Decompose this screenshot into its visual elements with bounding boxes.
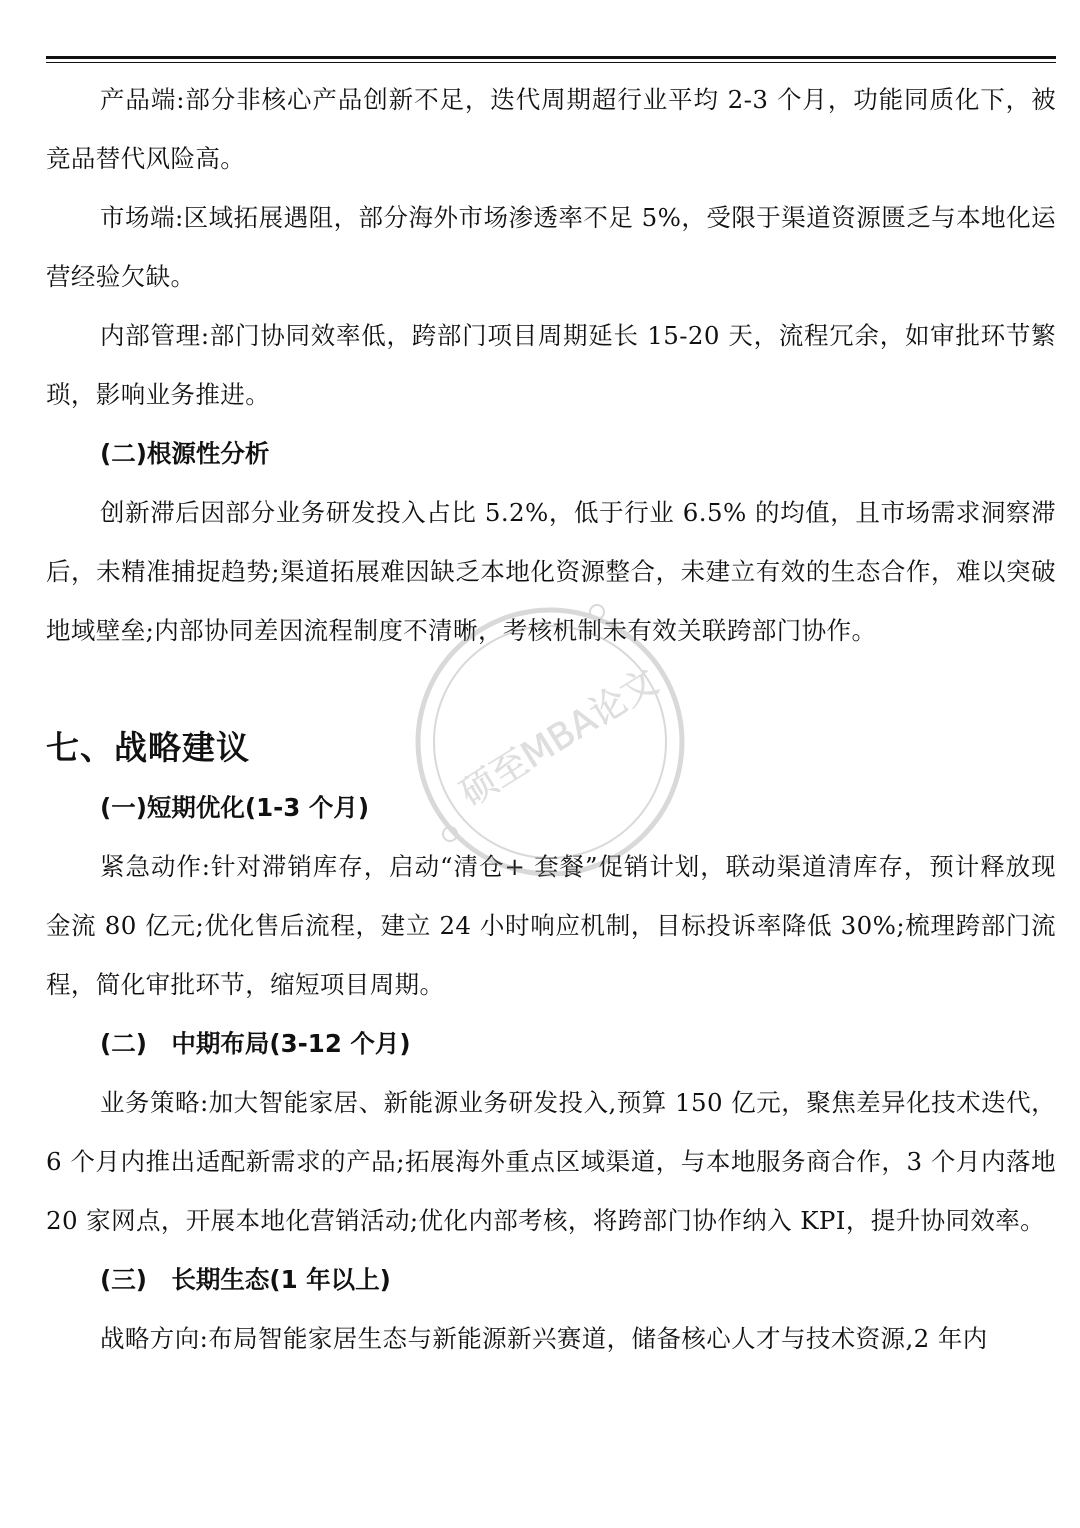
- header-rule-thick: [46, 56, 1056, 59]
- document-body: [46, 70, 1056, 1368]
- paragraph-internal-management: 内部管理:部门协同效率低，跨部门项目周期延长 15-20 天，流程冗余，如审批环节繁琐，影响业务推进。: [46, 321, 1056, 409]
- subheading-short-term: (一)短期优化(1-3 个月): [100, 793, 370, 822]
- paragraph-mid-term: 业务策略:加大智能家居、新能源业务研发投入,预算 150 亿元，聚焦差异化技术迭代，6 个月内推出适配新需求的产品;拓展海外重点区域渠道，与本地服务商合作，3 个月内落地 20 家网点，开展本地化营销活动;优化内部考核，将跨部门协作纳入 KPI，提升协同效率。: [46, 1088, 1056, 1235]
- paragraph-short-term: 紧急动作:针对滞销库存，启动“清仓+ 套餐”促销计划，联动渠道清库存，预计释放现金流 80 亿元;优化售后流程，建立 24 小时响应机制，目标投诉率降低 30%;梳理跨部门流程，简化审批环节，缩短项目周期。: [46, 852, 1056, 999]
- paragraph-long-term: 战略方向:布局智能家居生态与新能源新兴赛道，储备核心人才与技术资源,2 年内: [100, 1324, 988, 1353]
- paragraph-product: 产品端:部分非核心产品创新不足，迭代周期超行业平均 2-3 个月，功能同质化下，被竞品替代风险高。: [46, 85, 1056, 173]
- paragraph-market: 市场端:区域拓展遇阻，部分海外市场渗透率不足 5%，受限于渠道资源匮乏与本地化运营经验欠缺。: [46, 203, 1056, 291]
- subheading-long-term: (三) 长期生态(1 年以上): [100, 1265, 391, 1294]
- subheading-mid-term: (二) 中期布局(3-12 个月): [100, 1029, 411, 1058]
- section-spacer: [46, 660, 1056, 718]
- watermark-text: 硕至MBA论文: [453, 661, 666, 815]
- header-rule-thin: [46, 62, 1056, 63]
- subheading-root-cause: (二)根源性分析: [100, 439, 270, 468]
- section-title-strategy: 七、战略建议: [46, 728, 250, 767]
- paragraph-root-cause: 创新滞后因部分业务研发投入占比 5.2%，低于行业 6.5% 的均值，且市场需求洞察滞后，未精准捕捉趋势;渠道拓展难因缺乏本地化资源整合，未建立有效的生态合作，难以突破地域壁垒;内部协同差因流程制度不清晰，考核机制未有效关联跨部门协作。: [46, 498, 1056, 645]
